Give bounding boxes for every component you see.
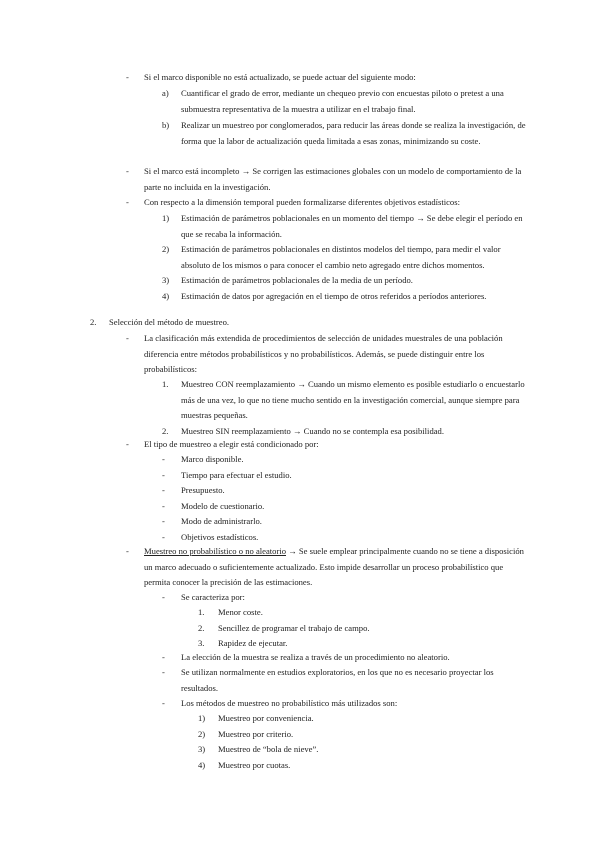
bullet-marker: - [126, 333, 129, 343]
bullet-clasificacion [126, 331, 526, 378]
item-marker: 2) [162, 244, 170, 254]
item-marker: - [162, 454, 165, 464]
item-marker: 4) [198, 759, 206, 770]
bullet-marker: - [126, 72, 129, 82]
bullet-marker: - [162, 652, 165, 662]
item-marker: 1. [198, 607, 205, 617]
list-item [162, 530, 522, 546]
sub-exploratorios [162, 665, 527, 696]
item-text: Muestreo por cuotas. [218, 759, 291, 770]
item-text: Estimación de parámetros poblacionales de la media de un período. [181, 275, 413, 285]
sublist-a-b [162, 86, 527, 149]
sublist-metodos [198, 711, 518, 773]
sublist-reemplazamiento [162, 377, 527, 439]
list-item [162, 211, 527, 242]
bullet-text: Los métodos de muestreo no probabilístico más utilizados son: [181, 698, 398, 708]
bullet-marker: - [162, 592, 165, 602]
bullet-text: Si el marco está incompleto → Se corrigen las estimaciones globales con un modelo de comportamiento de la parte no incluida en la investigación. [144, 166, 522, 192]
item-text: Marco disponible. [181, 454, 244, 464]
list-item [198, 727, 518, 743]
bullet-text: La elección de la muestra se realiza a través de un procedimiento no aleatorio. [181, 652, 450, 662]
item-text: Sencillez de programar el trabajo de campo. [218, 622, 370, 633]
item-marker: a) [162, 88, 169, 98]
item-text: Muestreo de “bola de nieve”. [218, 744, 319, 754]
item-text: Objetivos estadísticos. [181, 531, 259, 542]
item-text: Menor coste. [218, 607, 263, 617]
sub-eleccion [162, 650, 527, 666]
bullet-marker: - [126, 546, 129, 556]
bullet-marco-incompleto [126, 164, 526, 195]
item-text: Estimación de datos por agregación en el tiempo de otros referidos a períodos anteriores. [181, 290, 487, 301]
list-item [162, 452, 522, 468]
list-item [198, 605, 518, 621]
item-marker: 3) [198, 744, 206, 754]
bullet-text: El tipo de muestreo a elegir está condicionado por: [144, 439, 319, 449]
list-item [162, 514, 522, 530]
list-item [162, 468, 522, 484]
term-underlined: Muestreo no probabilístico o no aleatorio [144, 546, 287, 556]
list-item [198, 742, 518, 758]
item-text: Realizar un muestreo por conglomerados, para reducir las áreas donde se realiza la investigación, de forma que la labor de actualización queda limitada a esas zonas, minimizando su coste. [181, 120, 526, 146]
bullet-text: Con respecto a la dimensión temporal pueden formalizarse diferentes objetivos estadísticos: [144, 197, 460, 207]
item-marker: 1) [198, 713, 206, 723]
item-marker: - [162, 516, 165, 526]
sub-metodos [162, 696, 527, 712]
section-number: 2. [90, 317, 97, 327]
item-text: Muestreo SIN reemplazamiento → Cuando no se contempla esa posibilidad. [181, 425, 444, 436]
sublist-condicionantes [162, 452, 522, 545]
list-item [162, 118, 527, 149]
bullet-marker: - [162, 698, 165, 708]
bullet-tipo-muestreo [126, 437, 526, 453]
item-marker: - [162, 531, 165, 542]
item-marker: 3) [162, 275, 170, 285]
list-item [198, 758, 518, 774]
item-text: Modo de administrarlo. [181, 516, 262, 526]
list-item [198, 711, 518, 727]
item-marker: 2) [198, 728, 206, 739]
bullet-marco-no-actualizado [126, 70, 526, 86]
item-marker: 4) [162, 290, 170, 301]
list-item [162, 86, 527, 117]
sublist-objetivos [162, 211, 527, 304]
item-text: Muestreo por criterio. [218, 728, 294, 739]
bullet-marker: - [126, 166, 129, 176]
item-marker: 1) [162, 213, 170, 223]
bullet-text: La clasificación más extendida de procedimientos de selección de unidades muestrales de una población diferencia entre métodos probabilísticos y no probabilísticos. Además, se puede distinguir entre los probabilísticos: [144, 333, 503, 374]
sublist-caracteristicas [198, 605, 518, 652]
item-marker: - [162, 500, 165, 511]
item-marker: b) [162, 120, 170, 130]
bullet-text: Se caracteriza por: [181, 592, 245, 602]
bullet-marker: - [126, 197, 129, 207]
bullet-dimension-temporal [126, 195, 526, 211]
bullet-no-probabilistico [126, 544, 526, 591]
bullet-text: Se utilizan normalmente en estudios exploratorios, en los que no es necesario proyectar los resultados. [181, 667, 494, 693]
item-text: Estimación de parámetros poblacionales en distintos modelos del tiempo, para medir el valor absoluto de los mismos o para conocer el cambio neto agregado entre dichos momentos. [181, 244, 501, 270]
item-text: Muestreo por conveniencia. [218, 713, 314, 723]
section-title: Selección del método de muestreo. [109, 317, 230, 327]
bullet-marker: - [162, 667, 165, 677]
list-item [198, 621, 518, 637]
bullet-marker: - [126, 439, 129, 449]
item-marker: 2. [198, 622, 205, 633]
list-item [162, 499, 522, 515]
list-item [162, 289, 527, 305]
list-item [162, 483, 522, 499]
item-text: Presupuesto. [181, 485, 225, 495]
list-item [162, 377, 527, 424]
item-marker: 2. [162, 425, 169, 436]
item-marker: 3. [198, 638, 205, 648]
bullet-text: → Se suele emplear principalmente cuando no se tiene a disposición un marco adecuado o suficientemente actualizado. Esto impide desarrollar un proceso probabilístico que permita conocer la precisión de las estimaciones. [144, 546, 524, 587]
bullet-text: Si el marco disponible no está actualizado, se puede actuar del siguiente modo: [144, 72, 416, 82]
item-marker: - [162, 485, 165, 495]
item-text: Muestreo CON reemplazamiento → Cuando un mismo elemento es posible estudiarlo o encuestarlo más de una vez, lo que no tiene mucho sentido en la investigación comercial, aunque siempre para muestras pequeñas. [181, 379, 525, 420]
list-item [162, 273, 527, 289]
list-item [162, 242, 527, 273]
item-marker: 1. [162, 379, 169, 389]
item-text: Modelo de cuestionario. [181, 500, 265, 511]
sub-caracteriza [162, 590, 527, 606]
item-text: Cuantificar el grado de error, mediante un chequeo previo con encuestas piloto o pretest a una submuestra representativa de la muestra a utilizar en el trabajo final. [181, 88, 504, 114]
section-heading [90, 315, 390, 331]
item-text: Rapidez de ejecutar. [218, 638, 288, 648]
item-text: Tiempo para efectuar el estudio. [181, 469, 292, 480]
item-marker: - [162, 469, 165, 480]
item-text: Estimación de parámetros poblacionales en un momento del tiempo → Se debe elegir el período en que se recaba la información. [181, 213, 523, 239]
